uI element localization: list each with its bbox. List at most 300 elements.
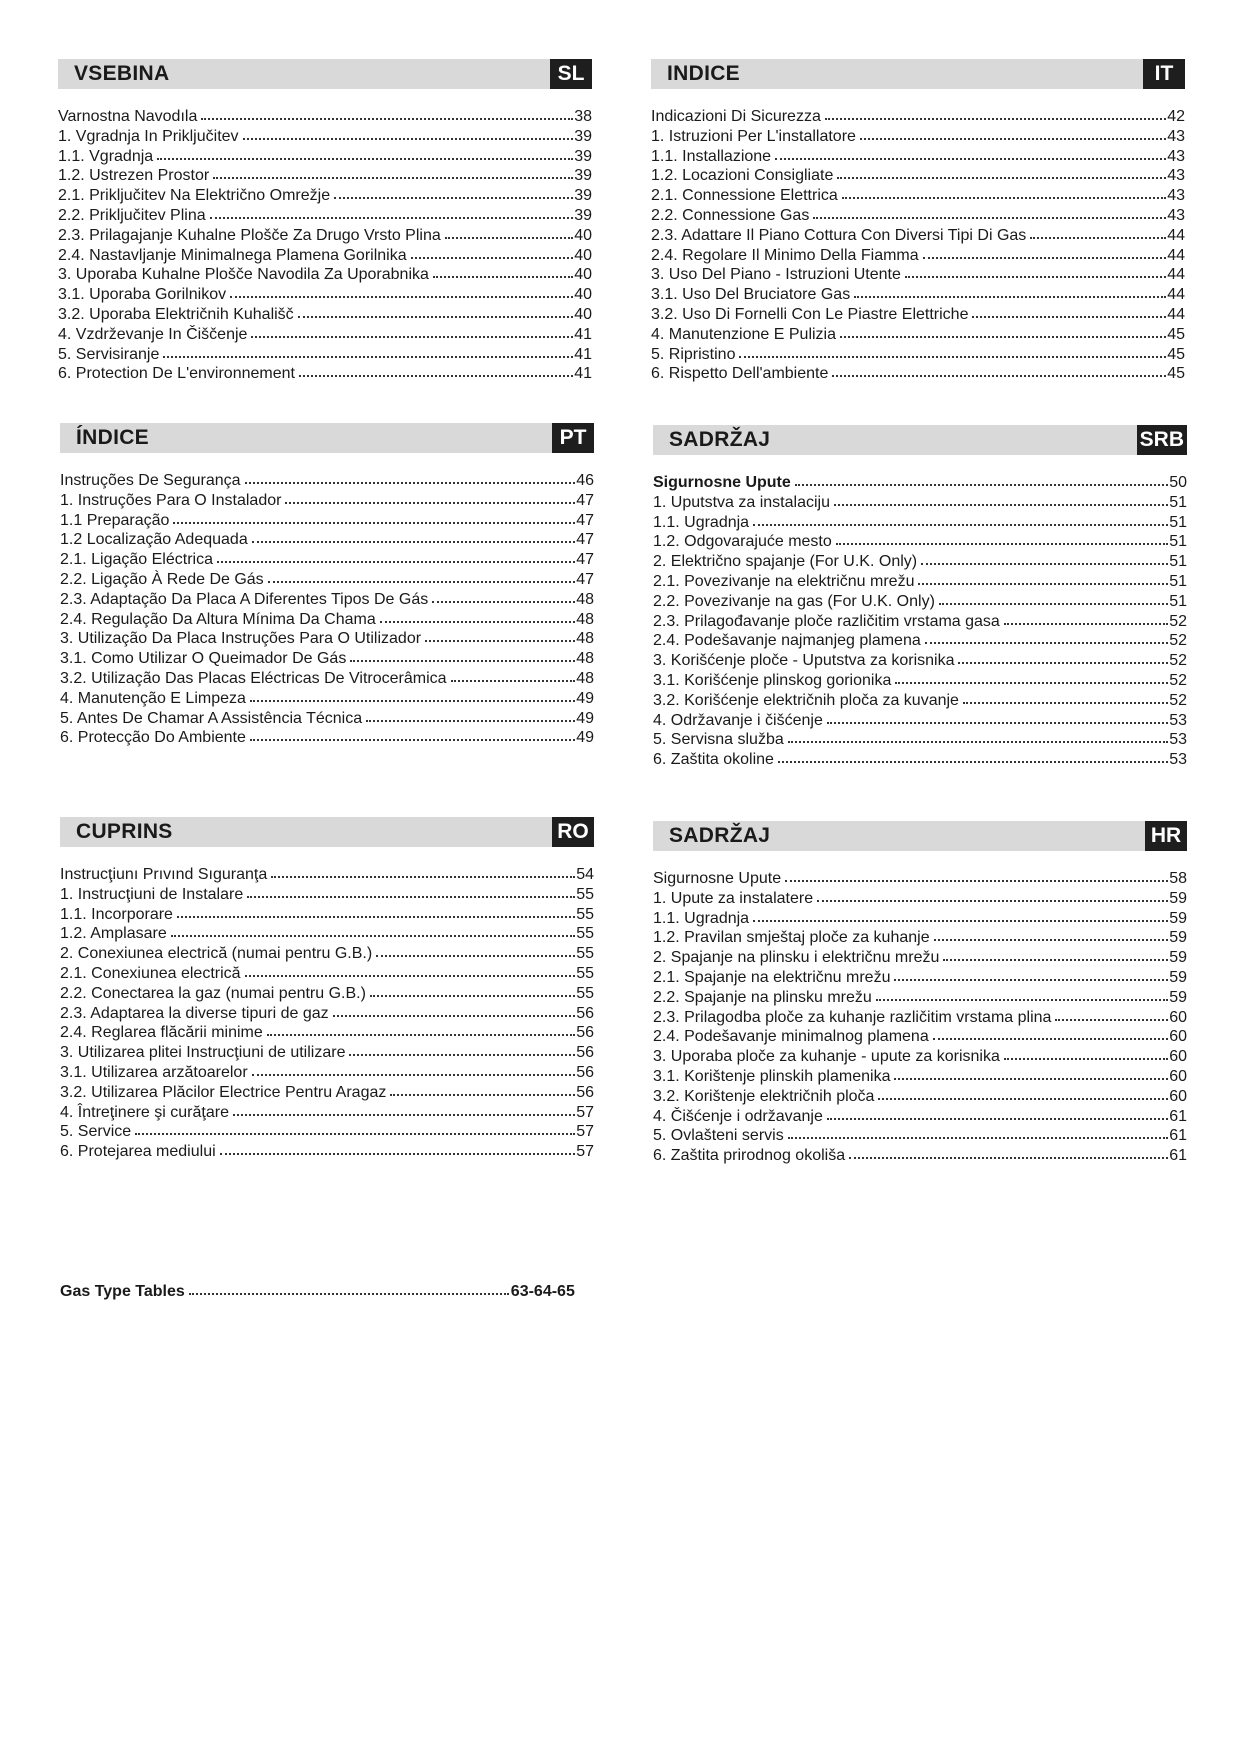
toc-entry-page: 42 bbox=[1167, 108, 1185, 125]
dot-leader bbox=[251, 332, 573, 338]
dot-leader bbox=[817, 896, 1168, 902]
toc-entry bbox=[58, 285, 592, 305]
toc-entry bbox=[60, 885, 594, 905]
toc-entry-page: 47 bbox=[576, 551, 594, 569]
dot-leader bbox=[895, 678, 1168, 684]
dot-leader bbox=[894, 975, 1168, 981]
dot-leader bbox=[380, 617, 575, 623]
toc-entry-label: 2. Električno spajanje (For U.K. Only) bbox=[653, 553, 918, 571]
toc-entry bbox=[653, 909, 1187, 929]
toc-entry-page: 53 bbox=[1169, 731, 1187, 749]
toc-entry-page: 57 bbox=[576, 1103, 594, 1121]
toc-entry-page: 55 bbox=[576, 925, 594, 943]
toc-entry bbox=[653, 513, 1187, 533]
toc-entry-label: 3.2. Utilizarea Plăcilor Electrice Pentru Aragaz bbox=[60, 1083, 387, 1101]
toc-entry-label: 1. Upute za instalatere bbox=[653, 889, 814, 907]
toc-entry-page: 44 bbox=[1167, 305, 1185, 323]
toc-entry bbox=[651, 147, 1185, 167]
toc-entry-page: 48 bbox=[576, 590, 594, 608]
toc-entry-page: 56 bbox=[576, 1083, 594, 1101]
toc-list bbox=[60, 865, 594, 1162]
section-header bbox=[651, 59, 1185, 89]
toc-entry-page: 60 bbox=[1169, 1048, 1187, 1066]
toc-entry bbox=[653, 691, 1187, 711]
dot-leader bbox=[788, 1133, 1168, 1139]
toc-entry bbox=[653, 631, 1187, 651]
toc-entry-label: 6. Zaštita okoline bbox=[653, 751, 774, 769]
dot-leader bbox=[250, 735, 575, 741]
dot-leader bbox=[827, 718, 1168, 724]
dot-leader bbox=[173, 518, 575, 524]
toc-entry bbox=[653, 493, 1187, 513]
toc-entry-page: 51 bbox=[1169, 553, 1187, 571]
toc-entry bbox=[58, 107, 592, 127]
toc-entry-label: 3.2. Korišćenje električnih ploča za kuvanje bbox=[653, 691, 959, 709]
dot-leader bbox=[923, 253, 1167, 259]
toc-entry-page: 61 bbox=[1169, 1127, 1187, 1145]
toc-entry-page: 47 bbox=[576, 531, 594, 549]
toc-entry-label: 1. Instrucţiuni de Instalare bbox=[60, 885, 244, 903]
toc-entry-page: 60 bbox=[1169, 1087, 1187, 1105]
toc-entry-page: 45 bbox=[1167, 365, 1185, 383]
toc-entry bbox=[58, 147, 592, 167]
dot-leader bbox=[217, 557, 575, 563]
toc-entry-page: 53 bbox=[1169, 751, 1187, 769]
toc-entry bbox=[653, 1067, 1187, 1087]
toc-entry-page: 45 bbox=[1167, 325, 1185, 343]
toc-entry-label: 3. Utilização Da Placa Instruções Para O Utilizador bbox=[60, 630, 422, 648]
toc-entry bbox=[60, 728, 594, 748]
toc-entry bbox=[60, 1103, 594, 1123]
toc-entry-label: 3.2. Utilização Das Placas Eléctricas De Vitrocerâmica bbox=[60, 669, 447, 687]
toc-entry-label: 5. Ripristino bbox=[651, 345, 736, 363]
toc-entry bbox=[653, 948, 1187, 968]
dot-leader bbox=[245, 478, 576, 484]
toc-entry-label: 2.4. Podešavanje minimalnog plamena bbox=[653, 1028, 929, 1046]
toc-entry-label: 2.4. Reglarea flăcării minime bbox=[60, 1024, 263, 1042]
toc-entry-page: 59 bbox=[1169, 889, 1187, 907]
toc-entry-page: 61 bbox=[1169, 1147, 1187, 1165]
toc-entry bbox=[653, 1008, 1187, 1028]
toc-entry bbox=[653, 730, 1187, 750]
toc-entry-page: 39 bbox=[574, 167, 592, 185]
toc-entry-page: 41 bbox=[574, 325, 592, 343]
dot-leader bbox=[918, 579, 1168, 585]
toc-entry bbox=[653, 928, 1187, 948]
dot-leader bbox=[836, 539, 1168, 545]
toc-entry-label: 4. Vzdrževanje In Čiščenje bbox=[58, 325, 248, 343]
section-header bbox=[60, 423, 594, 453]
toc-list bbox=[58, 107, 592, 384]
toc-entry-label: 1.2. Locazioni Consigliate bbox=[651, 167, 834, 185]
toc-entry-label: 2.2. Spajanje na plinsku mrežu bbox=[653, 988, 872, 1006]
toc-entry bbox=[60, 689, 594, 709]
dot-leader bbox=[433, 272, 573, 278]
toc-entry bbox=[653, 473, 1187, 493]
toc-entry bbox=[60, 471, 594, 491]
dot-leader bbox=[860, 134, 1166, 140]
dot-leader bbox=[252, 537, 575, 543]
toc-entry-label: 2.4. Regolare Il Minimo Della Fiamma bbox=[651, 246, 919, 264]
toc-entry-page: 47 bbox=[576, 511, 594, 529]
toc-entry-page: 60 bbox=[1169, 1008, 1187, 1026]
toc-entry-page: 50 bbox=[1169, 474, 1187, 491]
toc-entry-label: 2.1. Povezivanje na električnu mrežu bbox=[653, 572, 915, 590]
toc-entry-label: 1. Istruzioni Per L'installatore bbox=[651, 127, 856, 145]
toc-entry bbox=[653, 711, 1187, 731]
toc-entry-page: 40 bbox=[574, 226, 592, 244]
toc-entry-page: 51 bbox=[1169, 493, 1187, 511]
toc-entry-page: 39 bbox=[574, 147, 592, 165]
toc-entry-page: 55 bbox=[576, 984, 594, 1002]
toc-entry-label: 1.2. Amplasare bbox=[60, 925, 167, 943]
toc-entry bbox=[60, 1142, 594, 1162]
dot-leader bbox=[849, 1153, 1168, 1159]
toc-entry bbox=[58, 186, 592, 206]
dot-leader bbox=[247, 892, 575, 898]
toc-entry-label: 1.2. Odgovarajuće mesto bbox=[653, 533, 832, 551]
dot-leader bbox=[753, 916, 1168, 922]
dot-leader bbox=[298, 312, 574, 318]
toc-entry bbox=[653, 1146, 1187, 1166]
toc-section-sl bbox=[58, 59, 592, 384]
toc-entry-page: 40 bbox=[574, 246, 592, 264]
toc-entry bbox=[60, 550, 594, 570]
dot-leader bbox=[775, 154, 1166, 160]
dot-leader bbox=[1004, 1054, 1168, 1060]
toc-entry bbox=[60, 1083, 594, 1103]
section-title: SADRŽAJ bbox=[669, 824, 771, 847]
toc-entry bbox=[651, 305, 1185, 325]
toc-entry-page: 44 bbox=[1167, 286, 1185, 304]
toc-entry-label: 5. Antes De Chamar A Assistência Técnica bbox=[60, 709, 363, 727]
toc-entry bbox=[60, 1004, 594, 1024]
toc-entry bbox=[58, 364, 592, 384]
toc-entry-page: 61 bbox=[1169, 1107, 1187, 1125]
toc-entry bbox=[60, 1043, 594, 1063]
toc-entry bbox=[58, 226, 592, 246]
toc-entry-label: 2.1. Ligação Eléctrica bbox=[60, 551, 213, 569]
toc-entry-page: 58 bbox=[1169, 870, 1187, 887]
toc-entry-page: 52 bbox=[1169, 671, 1187, 689]
toc-entry bbox=[651, 206, 1185, 226]
dot-leader bbox=[795, 480, 1168, 486]
toc-entry-label: Instrucţiunı Prıvınd Sıguranţa bbox=[60, 866, 268, 883]
section-title: SADRŽAJ bbox=[669, 428, 771, 451]
dot-leader bbox=[813, 213, 1166, 219]
toc-entry bbox=[58, 166, 592, 186]
toc-entry-label: 2.2. Conectarea la gaz (numai pentru G.B.) bbox=[60, 984, 366, 1002]
toc-entry-label: 3.1. Korišćenje plinskog gorionika bbox=[653, 671, 892, 689]
toc-entry-label: Sigurnosne Upute bbox=[653, 870, 782, 887]
section-header bbox=[58, 59, 592, 89]
toc-entry-page: 53 bbox=[1169, 711, 1187, 729]
toc-entry bbox=[653, 592, 1187, 612]
toc-entry-page: 45 bbox=[1167, 345, 1185, 363]
toc-entry-label: 2.3. Adaptarea la diverse tipuri de gaz bbox=[60, 1004, 329, 1022]
toc-entry bbox=[58, 345, 592, 365]
toc-entry bbox=[651, 127, 1185, 147]
toc-entry-label: 5. Servisiranje bbox=[58, 345, 160, 363]
toc-entry bbox=[653, 651, 1187, 671]
toc-entry-label: Sigurnosne Upute bbox=[653, 474, 791, 491]
toc-entry-label: 6. Protecção Do Ambiente bbox=[60, 729, 246, 747]
language-code-badge: PT bbox=[552, 423, 594, 453]
toc-entry-page: 52 bbox=[1169, 652, 1187, 670]
toc-entry bbox=[60, 590, 594, 610]
toc-entry-label: 3.1. Utilizarea arzătoarelor bbox=[60, 1063, 248, 1081]
toc-entry bbox=[60, 964, 594, 984]
toc-entry bbox=[60, 629, 594, 649]
dot-leader bbox=[778, 757, 1168, 763]
toc-entry-label: 2.4. Nastavljanje Minimalnega Plamena Gorilnika bbox=[58, 246, 407, 264]
language-code-badge: HR bbox=[1145, 821, 1187, 851]
toc-entry bbox=[653, 1087, 1187, 1107]
dot-leader bbox=[157, 154, 573, 160]
dot-leader bbox=[252, 1070, 576, 1076]
dot-leader bbox=[1004, 619, 1168, 625]
toc-entry bbox=[651, 364, 1185, 384]
toc-entry-label: 3.2. Korištenje električnih ploča bbox=[653, 1087, 875, 1105]
dot-leader bbox=[958, 658, 1168, 664]
toc-entry bbox=[653, 1047, 1187, 1067]
toc-entry-page: 52 bbox=[1169, 691, 1187, 709]
toc-entry bbox=[58, 265, 592, 285]
toc-entry-page: 49 bbox=[576, 709, 594, 727]
toc-entry bbox=[60, 649, 594, 669]
toc-entry-page: 56 bbox=[576, 1004, 594, 1022]
toc-entry-label: 3. Uporaba Kuhalne Plošče Navodila Za Uporabnika bbox=[58, 266, 429, 284]
dot-leader bbox=[177, 912, 575, 918]
toc-entry-label: 1.1 Preparação bbox=[60, 511, 170, 529]
toc-entry bbox=[653, 750, 1187, 770]
dot-leader bbox=[905, 272, 1166, 278]
toc-entry bbox=[58, 305, 592, 325]
toc-entry-page: 60 bbox=[1169, 1028, 1187, 1046]
dot-leader bbox=[213, 173, 573, 179]
toc-entry-page: 56 bbox=[576, 1044, 594, 1062]
toc-entry-label: 1.2. Pravilan smještaj ploče za kuhanje bbox=[653, 929, 930, 947]
toc-entry bbox=[651, 265, 1185, 285]
toc-entry-label: 4. Întreţinere şi curăţare bbox=[60, 1103, 229, 1121]
toc-entry-label: 4. Održavanje i čišćenje bbox=[653, 711, 823, 729]
dot-leader bbox=[432, 597, 575, 603]
toc-entry-label: 2.1. Conexiunea electrică bbox=[60, 964, 241, 982]
toc-entry bbox=[653, 988, 1187, 1008]
language-code-badge: IT bbox=[1143, 59, 1185, 89]
toc-entry bbox=[60, 570, 594, 590]
dot-leader bbox=[370, 991, 575, 997]
toc-list bbox=[651, 107, 1185, 384]
dot-leader bbox=[210, 213, 574, 219]
toc-entry-label: 3. Uporaba ploče za kuhanje - upute za korisnika bbox=[653, 1048, 1000, 1066]
toc-entry bbox=[651, 107, 1185, 127]
toc-entry bbox=[58, 127, 592, 147]
gas-type-tables-entry bbox=[60, 1283, 594, 1301]
toc-entry-page: 48 bbox=[576, 610, 594, 628]
toc-entry-label: 1.1. Ugradnja bbox=[653, 513, 750, 531]
toc-entry-label: 1.1. Ugradnja bbox=[653, 909, 750, 927]
toc-entry-page: 43 bbox=[1167, 187, 1185, 205]
toc-entry-label: 4. Manutenzione E Pulizia bbox=[651, 325, 836, 343]
toc-entry-page: 44 bbox=[1167, 246, 1185, 264]
toc-entry-label: 2.1. Priključitev Na Električno Omrežje bbox=[58, 187, 331, 205]
toc-entry-page: 51 bbox=[1169, 592, 1187, 610]
toc-entry bbox=[60, 669, 594, 689]
dot-leader bbox=[271, 872, 575, 878]
dot-leader bbox=[451, 676, 576, 682]
toc-entry-page: 56 bbox=[576, 1063, 594, 1081]
section-title: ÍNDICE bbox=[76, 426, 149, 449]
toc-section-it bbox=[651, 59, 1185, 384]
toc-entry-label: Varnostna Navodıla bbox=[58, 108, 198, 125]
gas-tables-label: Gas Type Tables bbox=[60, 1283, 185, 1300]
toc-entry-page: 59 bbox=[1169, 949, 1187, 967]
dot-leader bbox=[366, 716, 575, 722]
toc-entry-page: 49 bbox=[576, 689, 594, 707]
toc-entry bbox=[60, 1023, 594, 1043]
dot-leader bbox=[837, 173, 1166, 179]
toc-section-pt bbox=[60, 423, 594, 748]
dot-leader bbox=[939, 599, 1168, 605]
dot-leader bbox=[411, 253, 574, 259]
toc-entry bbox=[653, 612, 1187, 632]
toc-entry bbox=[60, 491, 594, 511]
toc-entry bbox=[653, 552, 1187, 572]
toc-entry-page: 48 bbox=[576, 630, 594, 648]
dot-leader bbox=[333, 1011, 576, 1017]
toc-entry-label: 2.2. Connessione Gas bbox=[651, 206, 810, 224]
dot-leader bbox=[1030, 233, 1166, 239]
section-header bbox=[653, 425, 1187, 455]
dot-leader bbox=[921, 559, 1168, 565]
dot-leader bbox=[350, 656, 575, 662]
dot-leader bbox=[854, 292, 1166, 298]
toc-entry-label: 3.1. Uporaba Gorilnikov bbox=[58, 286, 227, 304]
toc-entry bbox=[60, 709, 594, 729]
toc-entry-label: 3.2. Uporaba Električnih Kuhališč bbox=[58, 305, 294, 323]
toc-entry bbox=[653, 889, 1187, 909]
dot-leader bbox=[1055, 1015, 1168, 1021]
toc-entry-label: 2.3. Adaptação Da Placa A Diferentes Tipos De Gás bbox=[60, 590, 429, 608]
toc-entry-label: 1.1. Vgradnja bbox=[58, 147, 154, 165]
toc-entry-label: 2.2. Ligação À Rede De Gás bbox=[60, 570, 264, 588]
toc-entry-page: 46 bbox=[576, 472, 594, 489]
toc-entry-page: 40 bbox=[574, 266, 592, 284]
toc-section-hr bbox=[653, 821, 1187, 1166]
dot-leader bbox=[135, 1129, 575, 1135]
toc-entry-label: 2.1. Connessione Elettrica bbox=[651, 187, 838, 205]
toc-section-srb bbox=[653, 425, 1187, 770]
toc-entry-label: 4. Manutenção E Limpeza bbox=[60, 689, 246, 707]
toc-entry-label: 6. Rispetto Dell'ambiente bbox=[651, 365, 829, 383]
toc-entry bbox=[651, 285, 1185, 305]
section-header bbox=[653, 821, 1187, 851]
dot-leader bbox=[840, 332, 1166, 338]
dot-leader bbox=[243, 134, 574, 140]
toc-entry-page: 43 bbox=[1167, 167, 1185, 185]
toc-list bbox=[60, 471, 594, 748]
toc-entry-label: 6. Zaštita prirodnog okoliša bbox=[653, 1147, 846, 1165]
toc-entry bbox=[651, 226, 1185, 246]
toc-entry-page: 47 bbox=[576, 570, 594, 588]
toc-entry bbox=[653, 1027, 1187, 1047]
toc-entry-label: 1.1. Incorporare bbox=[60, 905, 173, 923]
toc-entry-page: 48 bbox=[576, 669, 594, 687]
section-title: INDICE bbox=[667, 62, 740, 85]
dot-leader bbox=[827, 1114, 1168, 1120]
dot-leader bbox=[267, 1030, 575, 1036]
dot-leader bbox=[220, 1149, 576, 1155]
dot-leader bbox=[785, 876, 1168, 882]
toc-entry-page: 56 bbox=[576, 1024, 594, 1042]
dot-leader bbox=[163, 352, 573, 358]
toc-entry-page: 55 bbox=[576, 945, 594, 963]
toc-entry-label: 3.1. Como Utilizar O Queimador De Gás bbox=[60, 650, 347, 668]
gas-tables-pages: 63-64-65 bbox=[510, 1283, 575, 1300]
toc-entry-label: 2.3. Prilagođavanje ploče različitim vrstama gasa bbox=[653, 612, 1000, 630]
dot-leader bbox=[933, 1034, 1168, 1040]
dot-leader bbox=[834, 500, 1168, 506]
toc-entry-page: 52 bbox=[1169, 612, 1187, 630]
toc-entry bbox=[651, 246, 1185, 266]
toc-entry-label: 3.1. Korištenje plinskih plamenika bbox=[653, 1067, 891, 1085]
toc-entry bbox=[60, 905, 594, 925]
toc-section-ro bbox=[60, 817, 594, 1162]
dot-leader bbox=[963, 698, 1168, 704]
dot-leader bbox=[925, 638, 1168, 644]
section-title: CUPRINS bbox=[76, 820, 173, 843]
toc-entry-label: 1. Instruções Para O Instalador bbox=[60, 491, 282, 509]
toc-entry bbox=[653, 968, 1187, 988]
toc-entry-label: 2.3. Adattare Il Piano Cottura Con Diversi Tipi Di Gas bbox=[651, 226, 1027, 244]
dot-leader bbox=[250, 696, 575, 702]
toc-entry-page: 51 bbox=[1169, 513, 1187, 531]
toc-entry-page: 38 bbox=[574, 108, 592, 125]
toc-entry-label: 3. Korišćenje ploče - Uputstva za korisnika bbox=[653, 652, 955, 670]
toc-entry-label: 5. Servisna služba bbox=[653, 731, 784, 749]
dot-leader bbox=[230, 292, 573, 298]
dot-leader bbox=[201, 114, 573, 120]
toc-entry-label: 1.2. Ustrezen Prostor bbox=[58, 167, 210, 185]
toc-entry-page: 55 bbox=[576, 964, 594, 982]
toc-entry-label: 2.3. Prilagajanje Kuhalne Plošče Za Drugo Vrsto Plina bbox=[58, 226, 441, 244]
toc-entry-label: 2.4. Regulação Da Altura Mínima Da Chama bbox=[60, 610, 376, 628]
toc-entry-label: 2.1. Spajanje na električnu mrežu bbox=[653, 968, 891, 986]
toc-entry-label: 3. Utilizarea plitei Instrucţiuni de utilizare bbox=[60, 1044, 346, 1062]
toc-entry bbox=[60, 944, 594, 964]
toc-entry bbox=[60, 610, 594, 630]
section-header bbox=[60, 817, 594, 847]
toc-entry-label: 1.1. Installazione bbox=[651, 147, 772, 165]
dot-leader bbox=[876, 995, 1168, 1001]
dot-leader bbox=[878, 1094, 1168, 1100]
toc-entry-page: 43 bbox=[1167, 127, 1185, 145]
dot-leader bbox=[842, 193, 1166, 199]
toc-entry-label: 3.1. Uso Del Bruciatore Gas bbox=[651, 286, 851, 304]
toc-entry bbox=[651, 325, 1185, 345]
toc-entry-label: 5. Ovlašteni servis bbox=[653, 1127, 784, 1145]
dot-leader bbox=[334, 193, 573, 199]
toc-entry bbox=[58, 206, 592, 226]
toc-entry-page: 57 bbox=[576, 1143, 594, 1161]
toc-entry-page: 55 bbox=[576, 905, 594, 923]
toc-entry bbox=[60, 865, 594, 885]
toc-entry bbox=[653, 1107, 1187, 1127]
dot-leader bbox=[894, 1074, 1168, 1080]
toc-entry-label: 2.2. Povezivanje na gas (For U.K. Only) bbox=[653, 592, 935, 610]
dot-leader bbox=[189, 1289, 509, 1295]
